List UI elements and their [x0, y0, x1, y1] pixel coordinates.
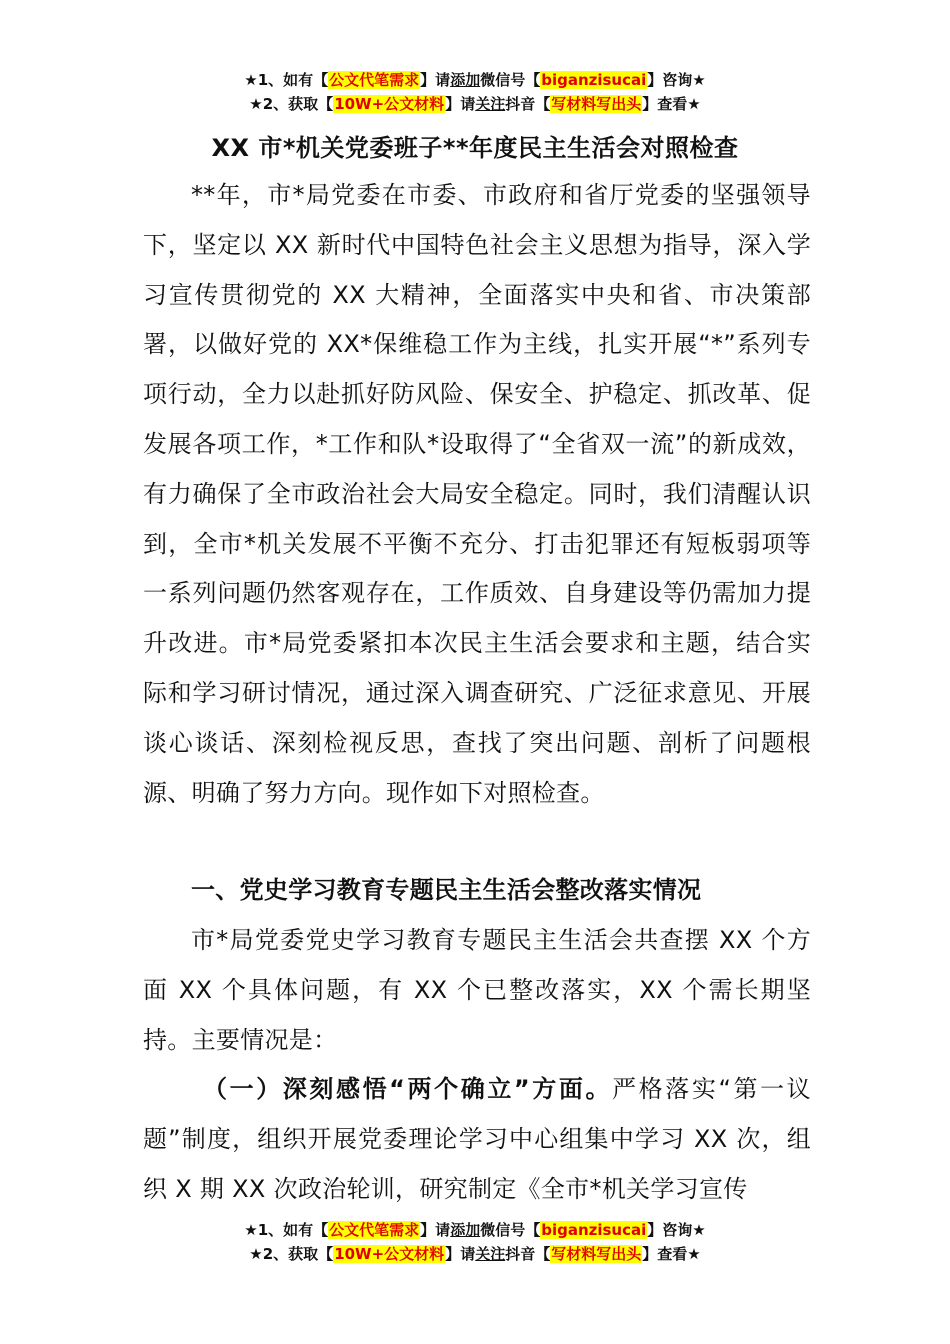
banner-underline: 添加 — [450, 71, 481, 89]
subsection-paragraph — [143, 1065, 811, 1214]
subsection-heading: （一）深刻感悟“两个确立”方面。 — [203, 1075, 613, 1103]
banner-highlight: 写材料写出头 — [551, 1245, 642, 1263]
intro-paragraph: **年，市*局党委在市委、市政府和省厅党委的坚强领导下，坚定以 XX 新时代中国特色社会主义思想为指导，深入学习宣传贯彻党的 XX 大精神，全面落实中央和省、市决策部署，以做好党的 XX*保维稳工作为主线，扎实开展“*”系列专项行动，全力以赴抓好防风险、保安全、护稳定、抓改革、促发展各项工作，*工作和队*设取得了“全省双一流”的新成效，有力确保了全市政治社会大局安全稳定。同时，我们清醒认识到，全市*机关发展不平衡不充分、打击犯罪还有短板弱项等一系列问题仍然客观存在，工作质效、自身建设等仍需加力提升改进。市*局党委紧扣本次民主生活会要求和主题，结合实际和学习研讨情况，通过深入调查研究、广泛征求意见、开展谈心谈话、深刻检视反思，查找了突出问题、剖析了问题根源、明确了努力方向。现作如下对照检查。 — [143, 181, 811, 807]
banner-text: ★2、获取【 — [249, 1245, 334, 1263]
banner-underline: 关注 — [475, 1245, 506, 1263]
banner-line-1 — [0, 1218, 950, 1242]
banner-text: 】请 — [420, 71, 451, 89]
banner-highlight: biganzisucai — [541, 71, 647, 89]
banner-highlight: 10W+公文材料 — [334, 95, 445, 113]
section-intro-paragraph: 市*局党委党史学习教育专题民主生活会共查摆 XX 个方面 XX 个具体问题，有 XX 个已整改落实，XX 个需长期坚持。主要情况是： — [143, 926, 811, 1054]
banner-text: 微信号【 — [480, 1221, 541, 1239]
banner-line-2 — [0, 1242, 950, 1266]
banner-highlight: 10W+公文材料 — [334, 1245, 445, 1263]
banner-text: ★1、如有【 — [244, 71, 329, 89]
top-banner — [0, 68, 950, 116]
banner-line-2 — [0, 92, 950, 116]
banner-text: 抖音【 — [505, 95, 551, 113]
banner-text: 】咨询★ — [647, 1221, 706, 1239]
subsection-text: 严格落实“第一议题”制度，组织开展党委理论学习中心组集中学习 XX 次，组织 X 期 XX 次政治轮训，研究制定《全市*机关学习宣传 — [143, 1075, 811, 1203]
banner-text: 】请 — [445, 95, 476, 113]
banner-text: 】请 — [445, 1245, 476, 1263]
banner-text: 】咨询★ — [647, 71, 706, 89]
banner-highlight: 公文代笔需求 — [329, 71, 420, 89]
banner-highlight: 公文代笔需求 — [329, 1221, 420, 1239]
banner-highlight: biganzisucai — [541, 1221, 647, 1239]
banner-text: 】查看★ — [642, 95, 701, 113]
banner-text: ★2、获取【 — [249, 95, 334, 113]
banner-text: 】请 — [420, 1221, 451, 1239]
banner-text: ★1、如有【 — [244, 1221, 329, 1239]
banner-underline: 添加 — [450, 1221, 481, 1239]
banner-text: 】查看★ — [642, 1245, 701, 1263]
section-heading: 一、党史学习教育专题民主生活会整改落实情况 — [191, 876, 702, 904]
banner-underline: 关注 — [475, 95, 506, 113]
bottom-banner — [0, 1218, 950, 1266]
banner-line-1 — [0, 68, 950, 92]
banner-text: 微信号【 — [480, 71, 541, 89]
document-title: XX 市*机关党委班子**年度民主生活会对照检查 — [211, 134, 739, 162]
banner-text: 抖音【 — [505, 1245, 551, 1263]
banner-highlight: 写材料写出头 — [551, 95, 642, 113]
